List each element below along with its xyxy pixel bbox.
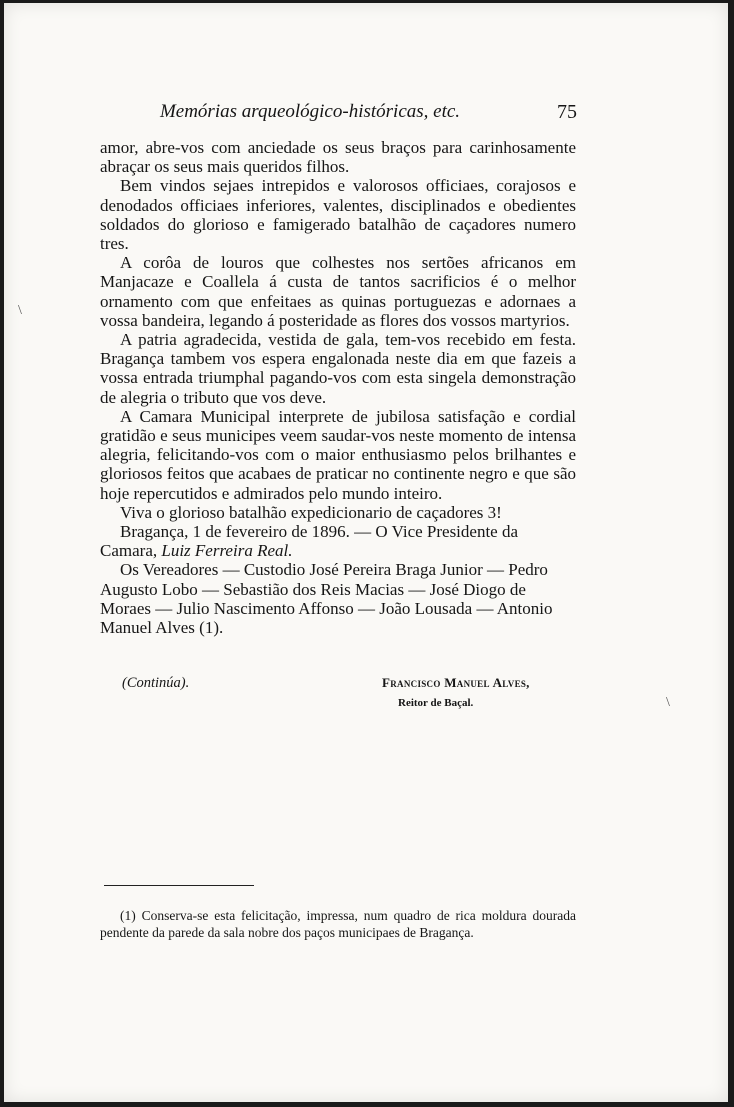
footnote: (1) Conserva-se esta felicitação, impressa, num quadro de rica moldura dourada pendente da parede da sala nobre dos paços municipaes de Bragança. <box>100 908 576 940</box>
date-line: Bragança, 1 de fevereiro de 1896. — O Vice Presidente da Camara, <box>100 522 519 561</box>
author-title: Reitor de Baçal. <box>398 697 474 709</box>
footnote-divider <box>104 885 254 886</box>
author-name: Francisco Manuel Alves, <box>382 675 530 690</box>
paragraph-2: Bem vindos sejaes intrepidos e valorosos officiaes, corajosos e denodados officiaes inferiores, valentes, disciplinados e obedientes soldados do glorioso e famigerado batalhão de caçadores numero tres. <box>100 176 576 254</box>
paragraph-3: A corôa de louros que colhestes nos sertões africanos em Manjacaze e Coallela á custa de tantos sacrificios é o melhor ornamento com que enfeitaes as quinas portuguezas e adornaes a vossa bandeira, legando á posteridade as flores dos vossos martyrios. <box>100 253 576 330</box>
running-title: Memórias arqueológico-históricas, etc. <box>159 101 461 122</box>
continua-note: (Continúa). <box>122 675 190 691</box>
signatory-name: Luiz Ferreira Real. <box>161 541 293 561</box>
paragraph-6: Viva o glorioso batalhão expedicionario de caçadores 3! <box>120 502 502 522</box>
paragraph-1: amor, abre-vos com anciedade os seus braços para carinhosamente abraçar os seus mais queridos filhos. <box>100 138 576 177</box>
margin-mark-left: \ <box>18 303 22 318</box>
book-page <box>4 3 728 1102</box>
paragraph-7 <box>100 522 576 560</box>
paragraph-5: A Camara Municipal interprete de jubilosa satisfação e cordial gratidão e seus municipes veem saudar-vos neste momento de intensa alegria, felicitando-vos com o maior enthusiasmo pelos brilhantes e gloriosos feitos que acabaes de praticar no continente negro e que são hoje repercutidos e admirados pelo mundo inteiro. <box>100 406 576 503</box>
signature-block <box>100 673 576 723</box>
paragraph-8: Os Vereadores — Custodio José Pereira Braga Junior — Pedro Augusto Lobo — Sebastião dos Reis Macias — José Diogo de Moraes — Julio Nascimento Affonso — João Lousada — Antonio Manuel Alves (1). <box>100 560 553 638</box>
paragraph-4: A patria agradecida, vestida de gala, tem-vos recebido em festa. Bragança tambem vos espera engalonada neste dia em que fazeis a vossa entrada triumphal pagando-vos com esta singela demonstração de alegria o tributo que vos deve. <box>100 330 576 407</box>
margin-mark-right: \ <box>666 695 670 710</box>
body-text <box>100 138 576 637</box>
page-number: 75 <box>557 101 577 123</box>
page-header <box>100 97 580 127</box>
